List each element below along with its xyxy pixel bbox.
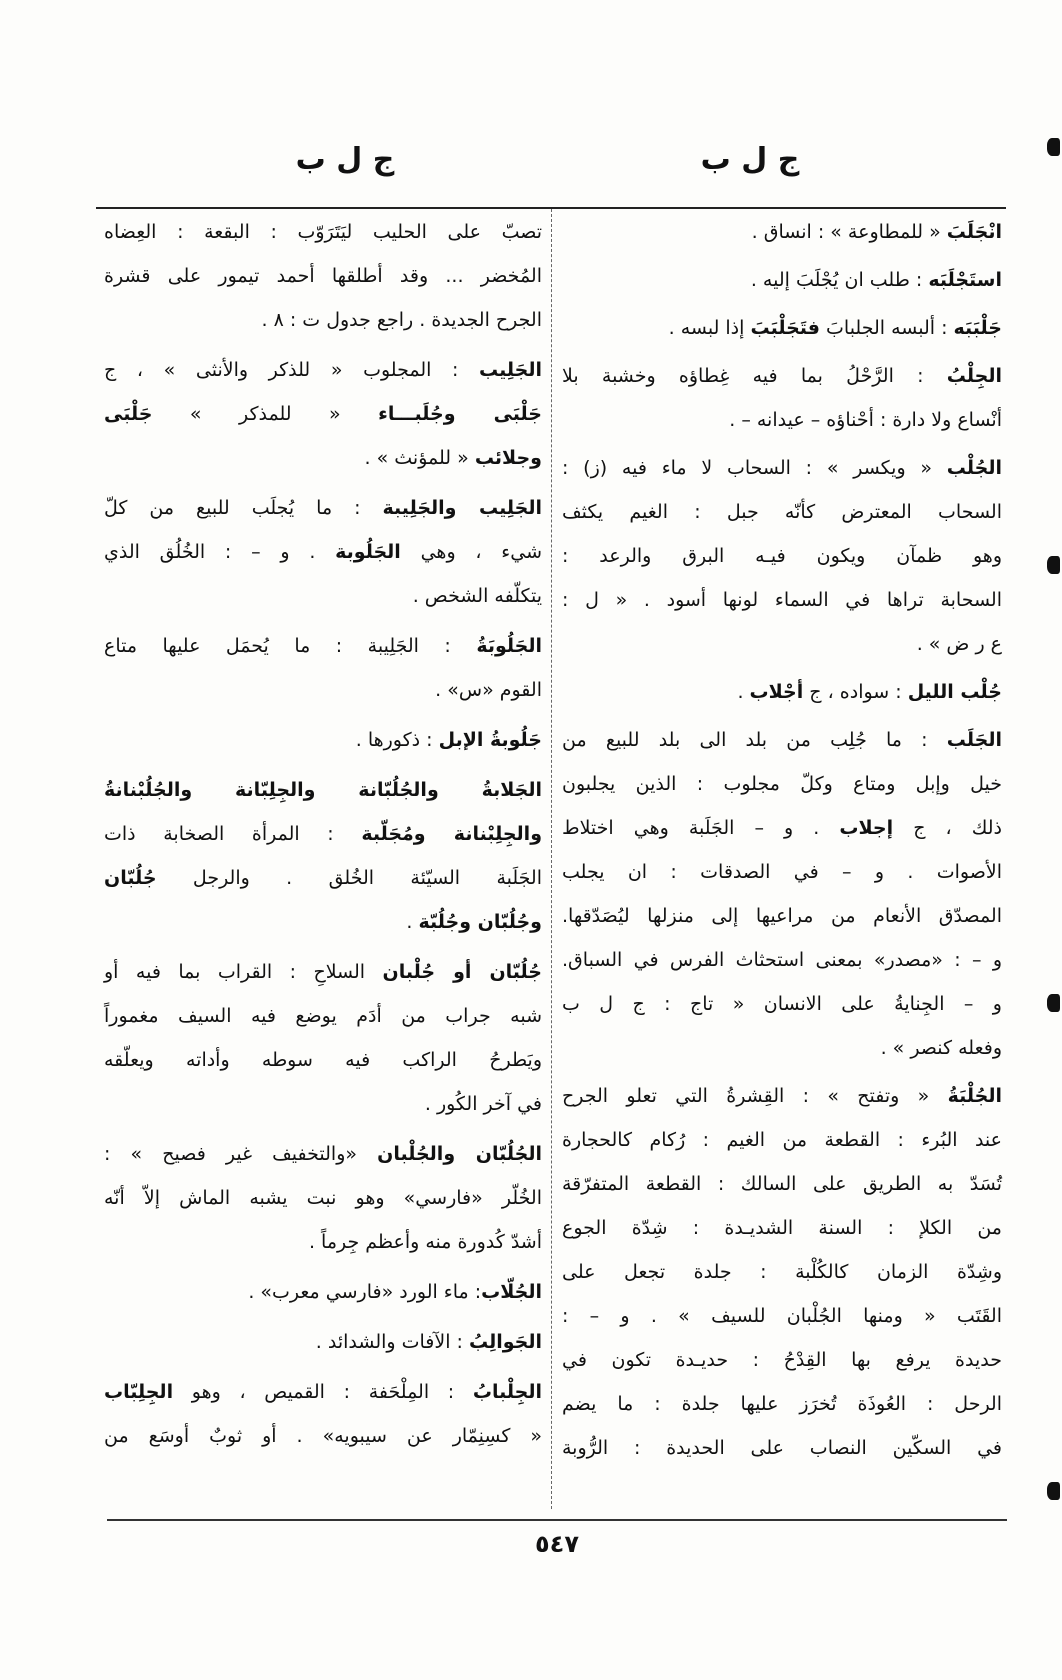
headword: الجُلُبّان والجُلْبان (377, 1143, 542, 1165)
headword: جُلُبّان (104, 867, 157, 889)
entry-line (562, 578, 1002, 622)
definition-text: السحابة تراها في السماء لونها أسود . « ل : (562, 589, 1002, 611)
entry-line (104, 486, 542, 530)
entry-line (562, 1294, 1002, 1338)
dictionary-entry (104, 624, 542, 712)
entry-line (562, 1338, 1002, 1382)
entry-line (562, 894, 1002, 938)
definition-text: الأصوات . و – في الصدقات : ان يجلب (562, 861, 1002, 883)
definition-text: : المجلوب « للذكر والأنثى » ، ج (104, 359, 480, 381)
definition-text: : ألبسه الجلبابَ (819, 317, 954, 339)
entry-line (104, 900, 542, 944)
definition-text: . و – الجَلَبة وهي اختلاط (562, 817, 840, 839)
definition-text: المُخضر ... وقد أطلقها أحمد تيمور على قشرة (104, 265, 542, 287)
headword: انْجَلَبَ (946, 221, 1002, 243)
dictionary-entry (104, 486, 542, 618)
entry-line (104, 254, 542, 298)
entry-line (562, 938, 1002, 982)
dictionary-entry (104, 1270, 542, 1314)
definition-text: « للمؤنث » . (364, 447, 475, 469)
entry-line (104, 718, 542, 762)
scan-mark (1047, 556, 1060, 574)
left-column (104, 210, 542, 1458)
entry-line (104, 1082, 542, 1126)
entry-line (104, 1270, 542, 1314)
definition-text: من الكلإ : السنة الشديـدة : شِدّة الجوع (562, 1217, 1002, 1239)
entry-line (562, 1118, 1002, 1162)
headword: وجلائب (474, 447, 542, 469)
entry-line (104, 1132, 542, 1176)
entry-line (562, 398, 1002, 442)
definition-text: في السكّين النصاب على الحديدة : الرُّوبة (562, 1437, 1002, 1459)
entry-line (104, 1176, 542, 1220)
entry-line (562, 354, 1002, 398)
dictionary-entry (562, 1074, 1002, 1470)
definition-text: «والتخفيف غير فصيح » : (104, 1143, 378, 1165)
definition-text: « للمطاوعة » : انساق . (751, 221, 947, 243)
entry-line (104, 668, 542, 712)
dictionary-entry (104, 718, 542, 762)
entry-line (562, 1250, 1002, 1294)
dictionary-entry (562, 210, 1002, 254)
definition-text: القوم «س» . (435, 679, 542, 701)
dictionary-entry (562, 306, 1002, 350)
definition-text: « وتفتح » : القِشرةُ التي تعلو الجرح (562, 1085, 948, 1107)
definition-text: خيل وإبل ومتاع وكلّ مجلوب : الذين يجلبون (562, 773, 1002, 795)
entry-line (562, 850, 1002, 894)
entry-line (104, 574, 542, 618)
running-header-left: ج ل ب (295, 142, 395, 177)
entry-line (104, 1414, 542, 1458)
entry-line (562, 806, 1002, 850)
scan-mark (1047, 1482, 1060, 1500)
headword: استَجْلَبَه (928, 269, 1002, 291)
headword: إجلاب (839, 817, 894, 839)
scan-mark (1047, 138, 1060, 156)
definition-text: شبه جراب من أدَم يوضع فيه السيف مغموراً (104, 1005, 542, 1027)
definition-text: أشدّ كُدورة منه وأعظم جِرماً . (308, 1231, 542, 1253)
definition-text: : الرَّحْلُ بما فيه غِطاؤه وخشبة بلا (562, 365, 947, 387)
dictionary-entry (104, 1132, 542, 1264)
dictionary-entry (562, 258, 1002, 302)
headword: جَلُوبةُ الإبل (438, 729, 542, 751)
definition-text: وشِدّة الزمان كالكُلْبة : جلدة تجعل على (562, 1261, 1002, 1283)
entry-line (562, 210, 1002, 254)
definition-text: ويَطرحُ الراكب فيه سوطه وأداته ويعلّقه (104, 1049, 542, 1071)
entry-line (104, 348, 542, 392)
entry-line (104, 436, 542, 480)
dictionary-entry (562, 670, 1002, 714)
entry-line (104, 392, 542, 436)
definition-text: : ما جُلِب من بلد الى بلد للبيع من (562, 729, 947, 751)
definition-text: : سواده ، ج (803, 681, 908, 703)
headword: الجُلْب (946, 457, 1002, 479)
definition-text: . و – : الخُلُق الذي (104, 541, 336, 563)
dictionary-entry (562, 446, 1002, 666)
entry-line (104, 1038, 542, 1082)
definition-text: « للمذكر » (152, 403, 379, 425)
definition-text: : المِلْحَفة : القميص ، وهو (173, 1381, 473, 1403)
scan-mark (1047, 994, 1060, 1012)
definition-text: . (406, 911, 419, 933)
entry-line (104, 530, 542, 574)
definition-text: ع ر ض » . (916, 633, 1002, 655)
definition-text: : ماء الورد «فارسي معرب» . (248, 1281, 482, 1303)
headword: الجَلابةُ والجُلُبّانة والجِلِبّانة والجُلُبْنانةُ (104, 779, 542, 801)
definition-text: : طلب ان يُجْلَبَ إليه . (750, 269, 929, 291)
entry-line (562, 490, 1002, 534)
entry-line (562, 622, 1002, 666)
definition-text: يتكلّفه الشخص . (412, 585, 542, 607)
definition-text: و – الجِنايةُ على الانسان « تاج : ج ل ب (562, 993, 1002, 1015)
entry-line (104, 994, 542, 1038)
entry-line (562, 1162, 1002, 1206)
definition-text: الخُلّر «فارسي» وهو نبت يشبه الماش إلاّ أنّه (104, 1187, 542, 1209)
entry-line (562, 982, 1002, 1026)
headword: فتَجَلْبَبَ (750, 317, 820, 339)
entry-line (104, 1320, 542, 1364)
entry-line (562, 670, 1002, 714)
definition-text: تصبّ على الحليب ليَتَرَوّب : البقعة : العِضاه (104, 221, 542, 243)
headword: الجِلْبابُ (472, 1381, 542, 1403)
dictionary-entry (562, 718, 1002, 1070)
definition-text: السلاحِ : القراب بما فيه أو (104, 961, 383, 983)
definition-text: : المرأة الصخابة ذات (104, 823, 362, 845)
entry-line (562, 1382, 1002, 1426)
entry-line (562, 1074, 1002, 1118)
dictionary-entry (104, 210, 542, 342)
headword: الجِلْبُ (946, 365, 1002, 387)
definition-text: . (737, 681, 750, 703)
entry-line (562, 306, 1002, 350)
headword: الجَوالِبُ (468, 1331, 542, 1353)
right-column (562, 210, 1002, 1470)
page-number: ٥٤٧ (535, 1530, 579, 1558)
definition-text: « كسِنِمّار عن سيبويه» . أو ثوبٌ أوسَع من (104, 1425, 542, 1447)
definition-text: شيء ، وهي (400, 541, 542, 563)
definition-text: وهو ظمآن ويكون فيـه البرق والرعد : (562, 545, 1002, 567)
definition-text: القَتَب « ومنها الجُلْبان للسيف » . و – : (562, 1305, 1002, 1327)
dictionary-entry (104, 1370, 542, 1458)
entry-line (562, 1206, 1002, 1250)
entry-line (562, 1026, 1002, 1070)
entry-line (562, 762, 1002, 806)
dictionary-entry (562, 354, 1002, 442)
headword: جُلْب الليل (907, 681, 1002, 703)
running-header-right: ج ل ب (700, 142, 800, 177)
definition-text: : ذكورها . (355, 729, 439, 751)
entry-line (104, 950, 542, 994)
definition-text: إذا لبسه . (668, 317, 751, 339)
entry-line (562, 1426, 1002, 1470)
headword: جُلُبّان أو جُلْبان (382, 961, 543, 983)
headword: الجَلَب (946, 729, 1002, 751)
definition-text: عند البُرء : القطعة من الغيم : رُكام كالحجارة (562, 1129, 1002, 1151)
entry-line (562, 446, 1002, 490)
entry-line (104, 812, 542, 856)
headword: الجُلّاب (481, 1281, 542, 1303)
definition-text: الجَلَبة السيّئة الخُلق . والرجل (156, 867, 542, 889)
dictionary-entry (104, 1320, 542, 1364)
definition-text: السحاب المعترض كأنّه جبل : الغيم يكثف (562, 501, 1002, 523)
headword: الجَلِيب والجَلِيبة (382, 497, 542, 519)
definition-text: الرحل : العُوذَة تُخرَز عليها جلدة : ما يضم (562, 1393, 1002, 1415)
entry-line (104, 768, 542, 812)
entry-line (104, 210, 542, 254)
definition-text: ذلك ، ج (893, 817, 1002, 839)
entry-line (104, 298, 542, 342)
entry-line (104, 856, 542, 900)
definition-text: الجرح الجديدة . راجع جدول ت : ٨ . (261, 309, 542, 331)
definition-text: : الآفات والشدائد . (315, 1331, 469, 1353)
definition-text: : الجَلِيبة : ما يُحمَل عليها متاع (104, 635, 477, 657)
definition-text: تُسَدّ به الطريق على السالك : القطعة المتفرّقة (562, 1173, 1002, 1195)
definition-text: أنْساع ولا دارة : أحْناؤه – عيدانه – . (729, 409, 1002, 431)
headword: الجَلِيب (479, 359, 542, 381)
entry-line (562, 258, 1002, 302)
headword: وجُلُبّان وجُلُبّة (418, 911, 542, 933)
dictionary-entry (104, 348, 542, 480)
bottom-rule (107, 1519, 1007, 1521)
headword: الجَلُوبة (335, 541, 401, 563)
dictionary-entry (104, 950, 542, 1126)
headword: جَلْبَى (104, 403, 153, 425)
entry-line (104, 1370, 542, 1414)
definition-text: المصدّق الأنعام من مراعيها إلى منزلها ليُصَدّقها. (562, 905, 1002, 927)
headword: جَلْبَى وجُلَبـــاء (378, 403, 542, 425)
definition-text: وفعله كنصر » . (880, 1037, 1002, 1059)
entry-line (104, 624, 542, 668)
entry-line (562, 718, 1002, 762)
headword: الجُلْبَةُ (947, 1085, 1002, 1107)
definition-text: « ويكسر » : السحاب لا ماء فيه (ز) : (562, 457, 947, 479)
entry-line (104, 1220, 542, 1264)
dictionary-entry (104, 768, 542, 944)
headword: الجِلِبّاب (104, 1381, 174, 1403)
definition-text: : ما يُجلَب للبيع من كلّ (104, 497, 383, 519)
entry-line (562, 534, 1002, 578)
headword: جَلْبَبَه (953, 317, 1002, 339)
definition-text: و – : «مصدر» بمعنى استحثاث الفرس في السباق. (562, 949, 1002, 971)
column-separator (551, 209, 552, 1509)
headword: والجِلِبْنانة ومُجَلّبة (361, 823, 543, 845)
definition-text: في آخر الكُور . (424, 1093, 542, 1115)
definition-text: حديدة يرفع بها القِدْحُ : حديـدة تكون في (562, 1349, 1002, 1371)
headword: الجَلُوبَةُ (476, 635, 542, 657)
headword: أجْلاب (749, 681, 804, 703)
